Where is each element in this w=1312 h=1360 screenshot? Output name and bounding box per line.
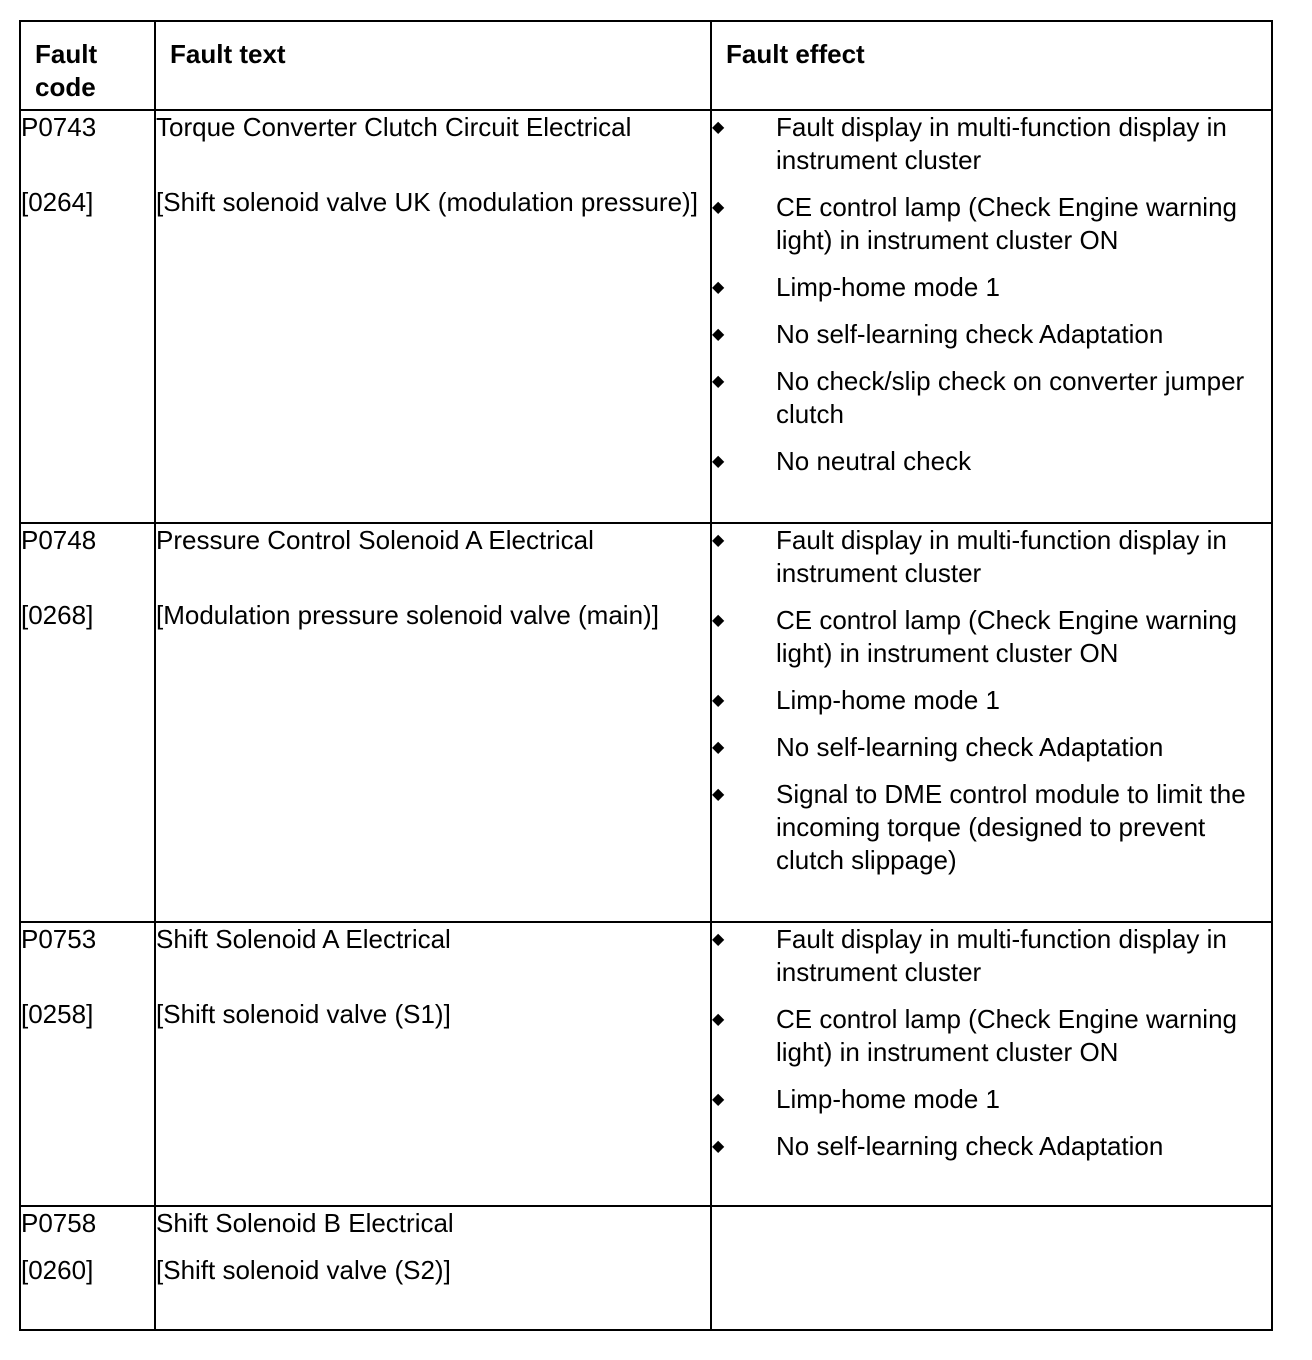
fault-code-alt: [0260] (21, 1255, 94, 1285)
header-fault-effect: Fault effect (711, 21, 1272, 110)
fault-code-alt: [0258] (21, 999, 94, 1029)
diamond-bullet-icon: ◆ (712, 453, 725, 470)
diamond-bullet-icon: ◆ (712, 1138, 725, 1155)
table-row (20, 523, 1272, 922)
header-fault-text: Fault text (155, 21, 711, 110)
list-item: ◆ Fault display in multi-function display in instrument cluster (712, 112, 1227, 175)
diamond-bullet-icon: ◆ (712, 786, 725, 803)
table-row (20, 1206, 1272, 1330)
list-item: ◆ Limp-home mode 1 (712, 685, 1000, 715)
list-item: ◆ No self-learning check Adaptation (712, 732, 1164, 762)
fault-text-alt: [Shift solenoid valve (S1)] (156, 999, 451, 1029)
fault-text: Shift Solenoid A Electrical (156, 924, 451, 954)
list-item: ◆ Fault display in multi-function display in instrument cluster (712, 525, 1227, 588)
list-item: ◆ No neutral check (712, 446, 972, 476)
diamond-bullet-icon: ◆ (712, 1091, 725, 1108)
list-item: ◆ No self-learning check Adaptation (712, 1131, 1164, 1161)
table-row (20, 110, 1272, 523)
list-item: ◆ Signal to DME control module to limit the incoming torque (designed to prevent clutch slippage) (712, 779, 1246, 875)
diamond-bullet-icon: ◆ (712, 326, 725, 343)
fault-code-alt: [0268] (21, 600, 94, 630)
list-item: ◆ Limp-home mode 1 (712, 272, 1000, 302)
diamond-bullet-icon: ◆ (712, 373, 725, 390)
fault-effect-list (712, 111, 1271, 478)
list-item: ◆ No self-learning check Adaptation (712, 319, 1164, 349)
fault-effect-list (712, 524, 1271, 877)
fault-text-alt: [Shift solenoid valve UK (modulation pressure)] (156, 187, 698, 217)
fault-code-cell (20, 523, 155, 922)
fault-effect-cell (711, 523, 1272, 922)
diamond-bullet-icon: ◆ (712, 612, 725, 629)
list-item: ◆ No check/slip check on converter jumper clutch (712, 366, 1245, 429)
fault-code-cell (20, 1206, 155, 1330)
fault-text: Torque Converter Clutch Circuit Electrical (156, 112, 632, 142)
list-item: ◆ CE control lamp (Check Engine warning light) in instrument cluster ON (712, 605, 1237, 668)
table-row (20, 922, 1272, 1206)
diamond-bullet-icon: ◆ (712, 739, 725, 756)
fault-code: P0758 (21, 1208, 97, 1238)
fault-text-alt: [Shift solenoid valve (S2)] (156, 1255, 451, 1285)
fault-effect-list (712, 923, 1271, 1163)
fault-code-table (19, 20, 1273, 1331)
fault-text-cell (155, 922, 711, 1206)
fault-text-alt: [Modulation pressure solenoid valve (main)] (156, 600, 659, 630)
fault-text: Pressure Control Solenoid A Electrical (156, 525, 594, 555)
fault-text: Shift Solenoid B Electrical (156, 1208, 454, 1238)
list-item: ◆ CE control lamp (Check Engine warning light) in instrument cluster ON (712, 192, 1237, 255)
fault-text-cell (155, 523, 711, 922)
fault-text-cell (155, 1206, 711, 1330)
fault-code-alt: [0264] (21, 187, 94, 217)
header-fault-code: Fault code (20, 21, 155, 110)
list-item: ◆ Limp-home mode 1 (712, 1084, 1000, 1114)
diamond-bullet-icon: ◆ (712, 931, 725, 948)
list-item: ◆ Fault display in multi-function display in instrument cluster (712, 924, 1227, 987)
fault-code: P0753 (21, 924, 97, 954)
diamond-bullet-icon: ◆ (712, 532, 725, 549)
diamond-bullet-icon: ◆ (712, 692, 725, 709)
diamond-bullet-icon: ◆ (712, 119, 725, 136)
fault-code-cell (20, 110, 155, 523)
fault-code-cell (20, 922, 155, 1206)
diamond-bullet-icon: ◆ (712, 199, 725, 216)
table-header-row (20, 21, 1272, 110)
diamond-bullet-icon: ◆ (712, 279, 725, 296)
list-item: ◆ CE control lamp (Check Engine warning light) in instrument cluster ON (712, 1004, 1237, 1067)
fault-effect-cell (711, 110, 1272, 523)
diamond-bullet-icon: ◆ (712, 1011, 725, 1028)
fault-code: P0748 (21, 525, 97, 555)
fault-code: P0743 (21, 112, 97, 142)
fault-effect-cell (711, 1206, 1272, 1330)
fault-text-cell (155, 110, 711, 523)
fault-effect-cell (711, 922, 1272, 1206)
